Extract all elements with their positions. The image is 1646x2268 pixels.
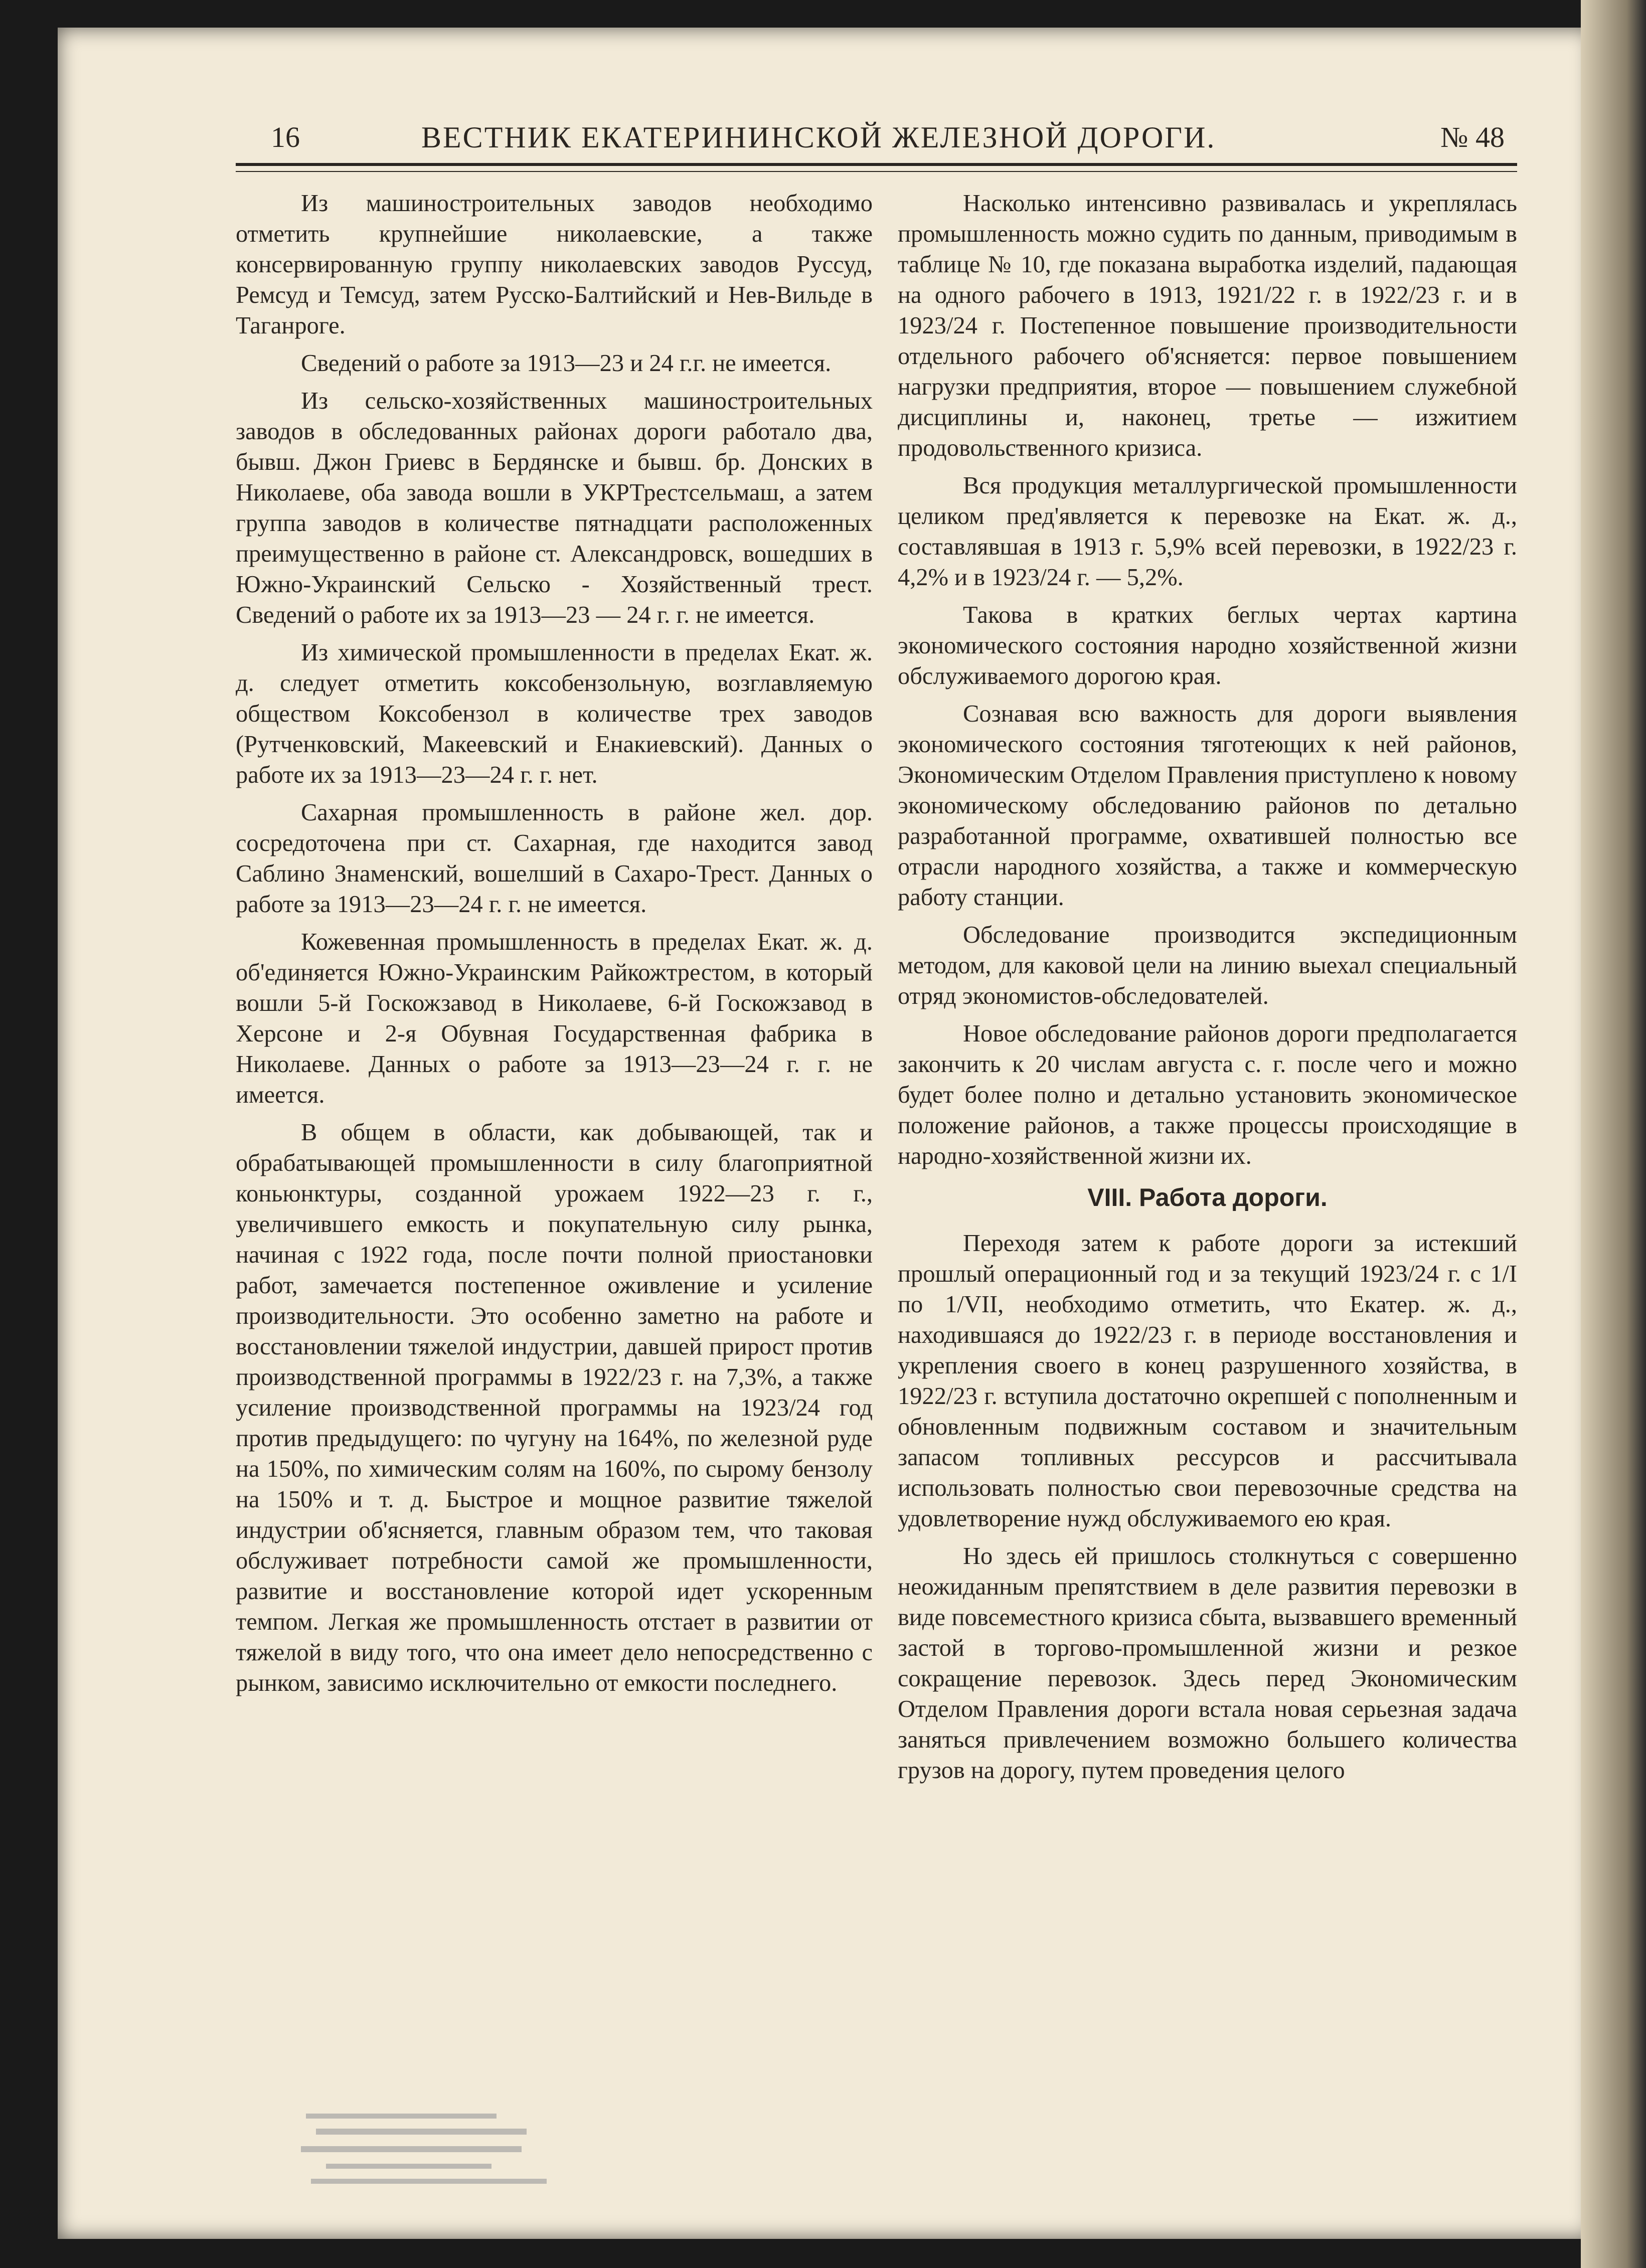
paragraph: Вся продукция металлургической промышленности целиком пред'является к перевозке на Екат. ж. д., составлявшая в 1913 г. 5,9% всей перевозки, в 1922/23 г. 4,2% и в 1923/24 г. — 5,2%. <box>898 472 1517 591</box>
paragraph: Из химической промышленности в пределах Екат. ж. д. следует отметить коксобензольную, возглавляемую обществом Коксобензол в количестве трех заводов (Рутченковский, Макеевский и Енакиевский). Данных о работе их за 1913—23—24 г. г. нет. <box>236 639 873 788</box>
paragraph: Из машиностроительных заводов необходимо отметить крупнейшие николаевские, а также консервированную группу николаевских заводов Руссуд, Ремсуд и Темсуд, затем Русско-Балтийский и Нев-Вильде в Таганроге. <box>236 190 873 339</box>
header-rule <box>236 163 1517 172</box>
journal-title: ВЕСТНИК ЕКАТЕРИНИНСКОЙ ЖЕЛЕЗНОЙ ДОРОГИ. <box>421 121 1216 154</box>
section-heading: VIII. Работа дороги. <box>1087 1183 1328 1211</box>
paragraph: В общем в области, как добывающей, так и обрабатывающей промышленности в силу благоприятной коньюнктуры, созданной урожаем 1922—23 г. г., увеличившего емкость и покупательную силу рынка, начиная с 1922 года, после почти полной приостановки работ, замечается постепенное оживление и усиление производительности. Это особенно заметно на работе и восстановлении тяжелой индустрии, давшей прирост против производственной программы в 1922/23 г. на 7,3%, а также усиление производственной программы на 1923/24 год против предыдущего: по чугуну на 164%, по железной руде на 150%, по химическим солям на 160%, по сырому бензолу на 150% и т. д. Быстрое и мощное развитие тяжелой индустрии об'ясняется, главным образом тем, что таковая обслуживает потребности самой же промышленности, развитие и восстановление которой идет ускоренным темпом. Легкая же промышленность отстает в развитии от тяжелой в виду того, что она имеет дело непосредственно с рынком, зависимо исключительно от емкости последнего. <box>236 1119 873 1696</box>
paragraph: Сведений о работе за 1913—23 и 24 г.г. не имеется. <box>301 350 832 377</box>
paragraph: Сознавая всю важность для дороги выявления экономического состояния тяготеющих к ней районов, Экономическим Отделом Правления приступлено к новому экономическому обследованию районов по детально разработанной программе, охватившей полностью все отрасли народного хозяйства, а также и коммерческую работу станции. <box>898 701 1517 911</box>
right-column <box>898 188 1517 1793</box>
page-edge <box>1581 0 1646 2268</box>
library-stamp-image <box>296 2104 577 2194</box>
paragraph: Такова в кратких беглых чертах картина экономического состояния народно хозяйственной жизни обслуживаемого дорогою края. <box>898 602 1517 689</box>
paragraph: Насколько интенсивно развивалась и укреплялась промышленность можно судить по данным, приводимым в таблице № 10, где показана выработка изделий, падающая на одного рабочего в 1913, 1921/22 г. в 1922/23 г. и в 1923/24 г. Постепенное повышение производительности отдельного рабочего об'ясняется: первое повышением нагрузки предприятия, второе — повышением служебной дисциплины и, наконец, третье — изжитием продовольственного кризиса. <box>898 190 1517 461</box>
paragraph: Новое обследование районов дороги предполагается закончить к 20 числам августа с. г. после чего и можно будет более полно и детально установить экономическое положение районов, а также процессы происходящие в народно-хозяйственной жизни их. <box>898 1020 1517 1169</box>
paragraph: Обследование производится экспедиционным методом, для каковой цели на линию выехал специальный отряд экономистов-обследователей. <box>898 922 1517 1009</box>
paragraph: Из сельско-хозяйственных машиностроительных заводов в обследованных районах дороги работало два, бывш. Джон Гриевс в Бердянске и бывш. бр. Донских в Николаеве, оба завода вошли в УКРТрестсельмаш, а затем группа заводов в количестве пятнадцати расположенных преимущественно в районе ст. Александровск, вошедших в Южно-Украинский Сельско - Хозяйственный трест. Сведений о работе их за 1913—23 — 24 г. г. не имеется. <box>236 388 873 628</box>
issue-number: № 48 <box>1440 121 1505 153</box>
page-number: 16 <box>271 121 300 153</box>
paragraph: Сахарная промышленность в районе жел. дор. сосредоточена при ст. Сахарная, где находится завод Саблино Знаменский, вошелший в Сахаро-Трест. Данных о работе за 1913—23—24 г. г. не имеется. <box>236 799 873 918</box>
left-column <box>236 188 873 1705</box>
running-header <box>271 120 1505 165</box>
paragraph: Но здесь ей пришлось столкнуться с совершенно неожиданным препятствием в деле развития перевозки в виде повсеместного кризиса сбыта, вызвавшего временный застой в торгово-промышленной жизни и резкое сокращение перевозок. Здесь перед Экономическим Отделом Правления дороги встала новая серьезная задача заняться привлечением возможно большего количества грузов на дорогу, путем проведения целого <box>898 1543 1517 1784</box>
paragraph: Переходя затем к работе дороги за истекший прошлый операционный год и за текущий 1923/24 г. с 1/I по 1/VII, необходимо отметить, что Екатер. ж. д., находившаяся до 1922/23 г. в периоде восстановления и укрепления своего в конец разрушенного хозяйства, в 1922/23 г. вступила достаточно окрепшей с пополненным и обновленным подвижным составом и значительным запасом топливных рессурсов и рассчитывала использовать полностью свои перевозочные средства на удовлетворение нужд обслуживаемого ею края. <box>898 1230 1517 1532</box>
paragraph: Кожевенная промышленность в пределах Екат. ж. д. об'единяется Южно-Украинским Райкожтрестом, в который вошли 5-й Госкожзавод в Николаеве, 6-й Госкожзавод в Херсоне и 2-я Обувная Государственная фабрика в Николаеве. Данных о работе за 1913—23—24 г. г. не имеется. <box>236 929 873 1108</box>
